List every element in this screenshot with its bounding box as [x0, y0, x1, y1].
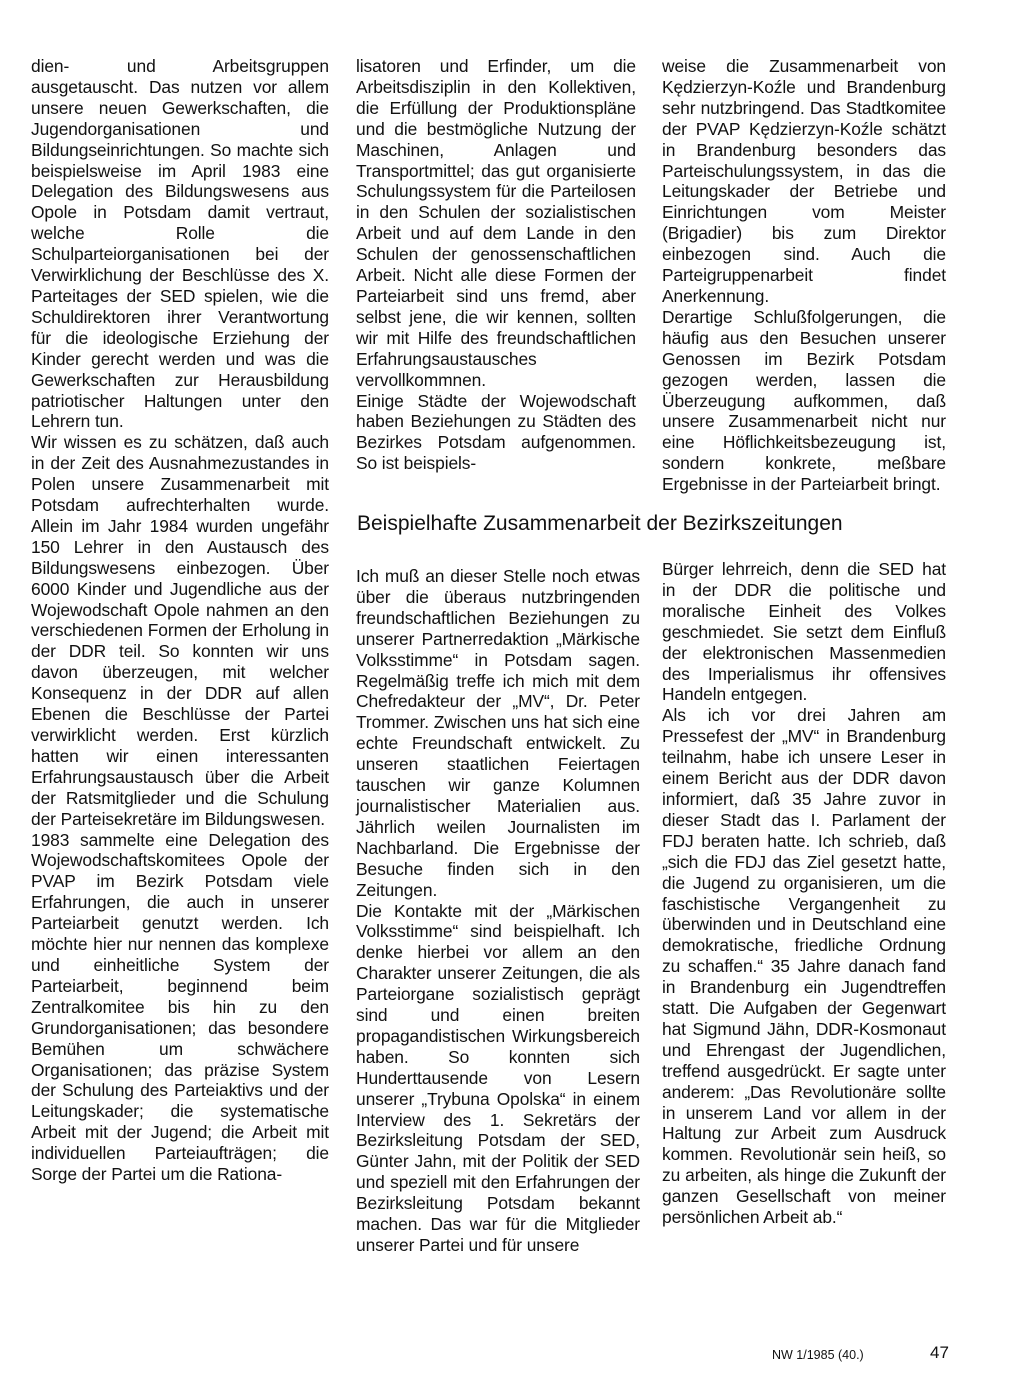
section-headline: Beispielhafte Zusammenarbeit der Bezirkszeitungen — [357, 512, 843, 535]
paragraph: weise die Zusammenarbeit von Kędzierzyn-Koźle und Brandenburg sehr nutzbringend. Das Stadtkomitee der PVAP Kędzierzyn-Koźle schätzt in Brandenburg besonders das Parteischulungssystem, in das die Leitungskader der Betriebe und Einrichtungen vom Meister (Brigadier) bis zum Direktor einbezogen sind. Auch die Parteigruppenarbeit findet Anerkennung. — [662, 56, 946, 306]
paragraph: Als ich vor drei Jahren am Pressefest der „MV“ in Brandenburg teilnahm, habe ich unsere Leser in einem Bericht aus der DDR davon informiert, daß 35 Jahre zuvor in dieser Stadt das I. Parlament der FDJ beraten hatte. Ich schrieb, daß „sich die FDJ das Ziel gesetzt hatte, die Jugend zu organisieren, um die faschistische Vergangenheit zu überwinden und in Deutschland eine demokratische, friedliche Ordnung zu schaffen.“ 35 Jahre danach fand in Brandenburg ein Jugendtreffen statt. Die Aufgaben der Gegenwart hat Sigmund Jähn, DDR-Kosmonaut und Ehrengast der Jugendlichen, treffend ausgedrückt. Er sagte unter anderem: „Das Revolutionäre sollte in unserem Land vor allem in der Haltung zur Arbeit zum Ausdruck kommen. Revolutionär sein heiß, so zu arbeiten, als hinge die Zukunft der ganzen Gesellschaft von meiner persönlichen Arbeit ab.“ — [662, 705, 946, 1228]
paragraph: dien- und Arbeitsgruppen ausgetauscht. Das nutzen vor allem unsere neuen Gewerkschaften, die Jugendorganisationen und Bildungseinrichtungen. So machte sich beispielsweise im April 1983 eine Delegation des Bildungswesens aus Opole in Potsdam damit vertraut, welche Rolle die Schulparteiorganisationen bei der Verwirklichung der Beschlüsse des X. Parteitages der SED spielen, wie die Schuldirektoren ihrer Verantwortung für die ideologische Erziehung der Kinder gerecht werden und was die Gewerkschaften zur Herausbildung patriotischer Haltungen unter den Lehrern tun. — [31, 56, 329, 432]
issue-reference: NW 1/1985 (40.) — [772, 1348, 864, 1362]
paragraph: Bürger lehrreich, denn die SED hat in der DDR die politische und moralische Einheit des Volkes geschmiedet. Sie setzt dem Einfluß der elektronischen Massenmedien des Imperialismus ihr offensives Handeln entgegen. — [662, 559, 946, 705]
column-3 — [662, 56, 946, 495]
column-1 — [31, 56, 329, 1185]
column-3-lower — [662, 559, 946, 1228]
paragraph: Einige Städte der Wojewodschaft haben Beziehungen zu Städten des Bezirkes Potsdam aufgenommen. So ist beispiels- — [356, 390, 636, 474]
column-2-lower — [356, 566, 640, 1256]
paragraph: Ich muß an dieser Stelle noch etwas über die überaus nutzbringenden freundschaftlichen Beziehungen zu unserer Partnerredaktion „Märkische Volksstimme“ in Potsdam sagen. Regelmäßig treffe ich mich mit dem Chefredakteur der „MV“, Dr. Peter Trommer. Zwischen uns hat sich eine echte Freundschaft entwickelt. Zu unseren staatlichen Feiertagen tauschen wir ganze Kolumnen journalistischer Materialien aus. Jährlich weilen Journalisten im Nachbarland. Die Ergebnisse der Besuche finden sich in den Zeitungen. — [356, 566, 640, 900]
paragraph: Die Kontakte mit der „Märkischen Volksstimme“ sind beispielhaft. Ich denke hierbei vor allem an den Charakter unserer Zeitungen, die als Parteiorgane sozialistisch geprägt sind und einen breiten propagandistischen Wirkungsbereich haben. So konnten sich Hunderttausende von Lesern unserer „Trybuna Opolska“ in einem Interview des 1. Sekretärs der Bezirksleitung Potsdam der SED, Günter Jahn, mit der Politik der SED und speziell mit den Erfahrungen der Bezirksleitung Potsdam bekannt machen. Das war für die Mitglieder unserer Partei und für unsere — [356, 900, 640, 1255]
paragraph: lisatoren und Erfinder, um die Arbeitsdisziplin in den Kollektiven, die Erfüllung der Produktionspläne und die bestmögliche Nutzung der Maschinen, Anlagen und Transportmittel; das gut organisierte Schulungssystem für die Parteilosen in den Schulen der sozialistischen Arbeit und auf dem Lande in den Schulen der genossenschaftlichen Arbeit. Nicht alle diese Formen der Parteiarbeit sind uns fremd, aber selbst jene, die wir kennen, sollten wir mit Hilfe des freundschaftlichen Erfahrungsaustausches vervollkommnen. — [356, 56, 636, 390]
column-2 — [356, 56, 636, 474]
paragraph: Derartige Schlußfolgerungen, die häufig aus den Besuchen unserer Genossen im Bezirk Potsdam gezogen werden, lassen die Überzeugung aufkommen, daß unsere Zusammenarbeit nicht nur eine Höflichkeitsbezeugung ist, sondern konkrete, meßbare Ergebnisse in der Parteiarbeit bringt. — [662, 306, 946, 495]
paragraph: 1983 sammelte eine Delegation des Wojewodschaftskomitees Opole der PVAP im Bezirk Potsdam viele Erfahrungen, die auch in unserer Parteiarbeit genutzt werden. Ich möchte hier nur nennen das komplexe und einheitliche System der Parteiarbeit, beginnend beim Zentralkomitee bis hin zu den Grundorganisationen; das besondere Bemühen um schwächere Organisationen; das präzise System der Schulung des Parteiaktivs und der Leitungskader; die systematische Arbeit mit der Jugend; die Arbeit mit individuellen Parteiaufträgen; die Sorge der Partei um die Rationa- — [31, 829, 329, 1185]
page-number: 47 — [930, 1343, 949, 1362]
paragraph: Wir wissen es zu schätzen, daß auch in der Zeit des Ausnahmezustandes in Polen unsere Zusammenarbeit mit Potsdam aufrechterhalten wurde. Allein im Jahr 1984 wurden ungefähr 150 Lehrer in den Austausch des Bildungswesens einbezogen. Über 6000 Kinder und Jugendliche aus der Wojewodschaft Opole nahmen an den verschiedenen Formen der Erholung in der DDR teil. So konnten wir uns davon überzeugen, mit welcher Konsequenz in der DDR auf allen Ebenen die Beschlüsse der Partei verwirklicht werden. Erst kürzlich hatten wir einen interessanten Erfahrungsaustausch über die Arbeit der Ratsmitglieder und die Schulung der Parteisekretäre im Bildungswesen. — [31, 432, 329, 829]
